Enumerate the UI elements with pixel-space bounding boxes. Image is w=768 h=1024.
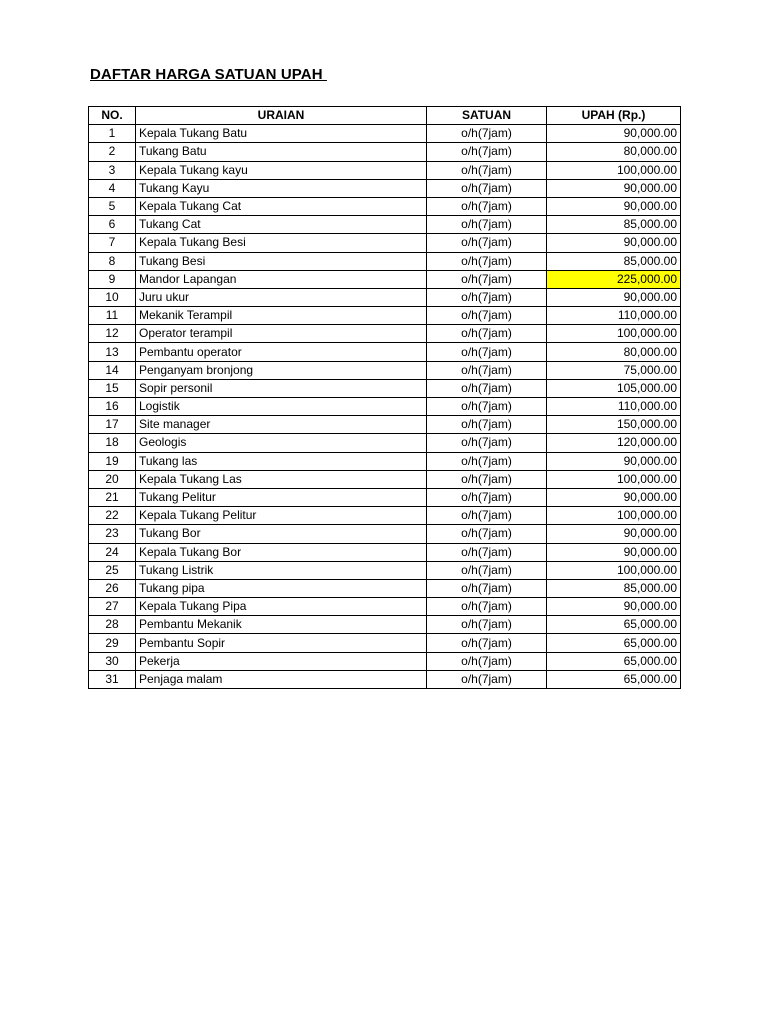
cell-uraian: Tukang Besi xyxy=(136,252,427,270)
cell-satuan: o/h(7jam) xyxy=(427,216,547,234)
table-row xyxy=(89,525,681,543)
cell-satuan: o/h(7jam) xyxy=(427,143,547,161)
cell-satuan: o/h(7jam) xyxy=(427,416,547,434)
cell-satuan: o/h(7jam) xyxy=(427,325,547,343)
table-row xyxy=(89,398,681,416)
cell-no: 20 xyxy=(89,470,136,488)
cell-uraian: Tukang pipa xyxy=(136,579,427,597)
table-row xyxy=(89,634,681,652)
table-row xyxy=(89,361,681,379)
cell-uraian: Tukang las xyxy=(136,452,427,470)
table-row xyxy=(89,488,681,506)
cell-satuan: o/h(7jam) xyxy=(427,125,547,143)
table-row xyxy=(89,270,681,288)
cell-uraian: Kepala Tukang Las xyxy=(136,470,427,488)
cell-upah: 65,000.00 xyxy=(547,616,681,634)
cell-no: 9 xyxy=(89,270,136,288)
cell-uraian: Penjaga malam xyxy=(136,670,427,688)
cell-uraian: Tukang Pelitur xyxy=(136,488,427,506)
cell-no: 27 xyxy=(89,598,136,616)
cell-satuan: o/h(7jam) xyxy=(427,543,547,561)
table-row xyxy=(89,543,681,561)
cell-satuan: o/h(7jam) xyxy=(427,434,547,452)
cell-upah: 100,000.00 xyxy=(547,325,681,343)
table-row xyxy=(89,252,681,270)
cell-no: 29 xyxy=(89,634,136,652)
cell-upah: 90,000.00 xyxy=(547,125,681,143)
cell-upah: 225,000.00 xyxy=(547,270,681,288)
cell-uraian: Penganyam bronjong xyxy=(136,361,427,379)
cell-upah: 90,000.00 xyxy=(547,197,681,215)
cell-satuan: o/h(7jam) xyxy=(427,470,547,488)
cell-upah: 85,000.00 xyxy=(547,579,681,597)
cell-uraian: Mekanik Terampil xyxy=(136,307,427,325)
cell-uraian: Tukang Kayu xyxy=(136,179,427,197)
table-row xyxy=(89,434,681,452)
cell-no: 12 xyxy=(89,325,136,343)
table-row xyxy=(89,161,681,179)
cell-no: 26 xyxy=(89,579,136,597)
cell-upah: 90,000.00 xyxy=(547,525,681,543)
cell-upah: 75,000.00 xyxy=(547,361,681,379)
table-row xyxy=(89,416,681,434)
cell-satuan: o/h(7jam) xyxy=(427,270,547,288)
cell-no: 4 xyxy=(89,179,136,197)
cell-uraian: Pembantu Mekanik xyxy=(136,616,427,634)
cell-no: 3 xyxy=(89,161,136,179)
table-row xyxy=(89,379,681,397)
cell-satuan: o/h(7jam) xyxy=(427,197,547,215)
cell-upah: 65,000.00 xyxy=(547,634,681,652)
cell-uraian: Pekerja xyxy=(136,652,427,670)
cell-uraian: Sopir personil xyxy=(136,379,427,397)
cell-uraian: Pembantu Sopir xyxy=(136,634,427,652)
cell-satuan: o/h(7jam) xyxy=(427,161,547,179)
cell-satuan: o/h(7jam) xyxy=(427,652,547,670)
cell-uraian: Logistik xyxy=(136,398,427,416)
table-row xyxy=(89,616,681,634)
cell-upah: 80,000.00 xyxy=(547,343,681,361)
cell-no: 5 xyxy=(89,197,136,215)
cell-uraian: Pembantu operator xyxy=(136,343,427,361)
cell-satuan: o/h(7jam) xyxy=(427,616,547,634)
table-row xyxy=(89,143,681,161)
cell-uraian: Kepala Tukang Cat xyxy=(136,197,427,215)
table-row xyxy=(89,579,681,597)
table-row xyxy=(89,179,681,197)
cell-satuan: o/h(7jam) xyxy=(427,488,547,506)
cell-upah: 90,000.00 xyxy=(547,543,681,561)
table-row xyxy=(89,197,681,215)
table-row xyxy=(89,216,681,234)
cell-no: 11 xyxy=(89,307,136,325)
table-row xyxy=(89,670,681,688)
cell-satuan: o/h(7jam) xyxy=(427,234,547,252)
cell-no: 21 xyxy=(89,488,136,506)
cell-no: 1 xyxy=(89,125,136,143)
cell-no: 7 xyxy=(89,234,136,252)
table-row xyxy=(89,234,681,252)
table-row xyxy=(89,470,681,488)
cell-no: 30 xyxy=(89,652,136,670)
table-row xyxy=(89,307,681,325)
cell-satuan: o/h(7jam) xyxy=(427,379,547,397)
cell-upah: 110,000.00 xyxy=(547,398,681,416)
cell-upah: 90,000.00 xyxy=(547,598,681,616)
cell-upah: 90,000.00 xyxy=(547,179,681,197)
cell-satuan: o/h(7jam) xyxy=(427,598,547,616)
cell-upah: 65,000.00 xyxy=(547,652,681,670)
cell-no: 31 xyxy=(89,670,136,688)
table-row xyxy=(89,452,681,470)
cell-upah: 90,000.00 xyxy=(547,452,681,470)
cell-upah: 100,000.00 xyxy=(547,161,681,179)
cell-uraian: Geologis xyxy=(136,434,427,452)
cell-uraian: Operator terampil xyxy=(136,325,427,343)
cell-no: 13 xyxy=(89,343,136,361)
cell-upah: 100,000.00 xyxy=(547,507,681,525)
cell-satuan: o/h(7jam) xyxy=(427,307,547,325)
cell-upah: 110,000.00 xyxy=(547,307,681,325)
cell-satuan: o/h(7jam) xyxy=(427,507,547,525)
cell-no: 8 xyxy=(89,252,136,270)
cell-uraian: Kepala Tukang Pipa xyxy=(136,598,427,616)
cell-satuan: o/h(7jam) xyxy=(427,252,547,270)
cell-upah: 90,000.00 xyxy=(547,488,681,506)
header-uraian: URAIAN xyxy=(136,107,427,125)
cell-satuan: o/h(7jam) xyxy=(427,343,547,361)
cell-no: 24 xyxy=(89,543,136,561)
cell-no: 25 xyxy=(89,561,136,579)
page-title: DAFTAR HARGA SATUAN UPAH xyxy=(90,66,327,83)
cell-no: 22 xyxy=(89,507,136,525)
cell-no: 15 xyxy=(89,379,136,397)
table-row xyxy=(89,561,681,579)
table-row xyxy=(89,507,681,525)
cell-uraian: Kepala Tukang Bor xyxy=(136,543,427,561)
table-header-row xyxy=(89,107,681,125)
header-upah: UPAH (Rp.) xyxy=(547,107,681,125)
cell-satuan: o/h(7jam) xyxy=(427,634,547,652)
wage-table xyxy=(88,106,681,689)
cell-uraian: Tukang Bor xyxy=(136,525,427,543)
cell-upah: 85,000.00 xyxy=(547,216,681,234)
cell-uraian: Kepala Tukang Besi xyxy=(136,234,427,252)
cell-uraian: Tukang Listrik xyxy=(136,561,427,579)
cell-upah: 90,000.00 xyxy=(547,288,681,306)
table-row xyxy=(89,343,681,361)
table-row xyxy=(89,288,681,306)
cell-satuan: o/h(7jam) xyxy=(427,579,547,597)
cell-upah: 120,000.00 xyxy=(547,434,681,452)
cell-no: 23 xyxy=(89,525,136,543)
cell-uraian: Tukang Batu xyxy=(136,143,427,161)
cell-no: 18 xyxy=(89,434,136,452)
cell-satuan: o/h(7jam) xyxy=(427,452,547,470)
cell-uraian: Kepala Tukang Pelitur xyxy=(136,507,427,525)
cell-no: 2 xyxy=(89,143,136,161)
cell-no: 19 xyxy=(89,452,136,470)
cell-satuan: o/h(7jam) xyxy=(427,561,547,579)
cell-upah: 80,000.00 xyxy=(547,143,681,161)
cell-no: 6 xyxy=(89,216,136,234)
cell-upah: 90,000.00 xyxy=(547,234,681,252)
cell-no: 10 xyxy=(89,288,136,306)
cell-no: 16 xyxy=(89,398,136,416)
table-row xyxy=(89,125,681,143)
cell-satuan: o/h(7jam) xyxy=(427,525,547,543)
header-satuan: SATUAN xyxy=(427,107,547,125)
table-row xyxy=(89,325,681,343)
cell-uraian: Kepala Tukang kayu xyxy=(136,161,427,179)
table-row xyxy=(89,652,681,670)
cell-satuan: o/h(7jam) xyxy=(427,288,547,306)
cell-satuan: o/h(7jam) xyxy=(427,361,547,379)
header-no: NO. xyxy=(89,107,136,125)
cell-uraian: Juru ukur xyxy=(136,288,427,306)
cell-uraian: Mandor Lapangan xyxy=(136,270,427,288)
cell-no: 28 xyxy=(89,616,136,634)
cell-uraian: Kepala Tukang Batu xyxy=(136,125,427,143)
cell-upah: 100,000.00 xyxy=(547,561,681,579)
cell-no: 14 xyxy=(89,361,136,379)
cell-satuan: o/h(7jam) xyxy=(427,670,547,688)
table-body xyxy=(89,125,681,689)
table-row xyxy=(89,598,681,616)
cell-upah: 105,000.00 xyxy=(547,379,681,397)
cell-upah: 100,000.00 xyxy=(547,470,681,488)
cell-no: 17 xyxy=(89,416,136,434)
cell-upah: 65,000.00 xyxy=(547,670,681,688)
cell-satuan: o/h(7jam) xyxy=(427,398,547,416)
cell-uraian: Tukang Cat xyxy=(136,216,427,234)
cell-upah: 85,000.00 xyxy=(547,252,681,270)
cell-satuan: o/h(7jam) xyxy=(427,179,547,197)
cell-uraian: Site manager xyxy=(136,416,427,434)
cell-upah: 150,000.00 xyxy=(547,416,681,434)
